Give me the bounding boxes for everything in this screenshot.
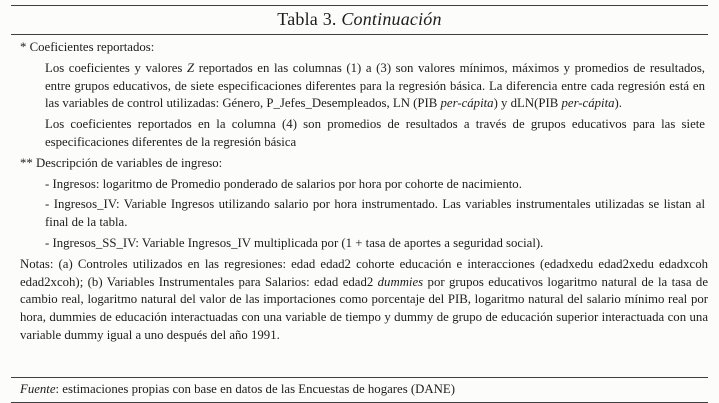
coefficients-heading: * Coeficientes reportados: (20, 40, 155, 54)
income-variable-item: - Ingresos_IV: Variable Ingresos utilizando salario por hora instrumentado. Las variables instrumentales utilizadas se listan al final de la tabla. (45, 197, 705, 230)
table-title-continuation: Continuación (341, 9, 442, 29)
notas-paragraph (20, 256, 708, 345)
flex-spacer (11, 350, 708, 377)
text-run: Notas: (a) Controles utilizados en las regresiones: edad edad2 cohorte educación e interacciones (edadxedu edad2xedu edadxcoh edad2xcoh); (b) Variables Instrumentales para Salarios: edad edad2 (20, 256, 708, 289)
text-run: por grupos educativos logaritmo natural de la tasa de cambio real, logaritmo natural del valor de las importaciones como porcentaje del PIB, logaritmo natural del salario mínimo real por hora, dummies de educación interactuadas con una variable de tiempo y dummy de grupo de educación superior interactuada con una variable dummy igual a uno después del año 1991. (20, 274, 709, 342)
income-variable-item: - Ingresos: logaritmo de Promedio ponderado de salarios por hora por cohorte de nacimiento. (45, 176, 522, 191)
text-run: reportados en las columnas (1) a (3) son valores mínimos, máximos y promedios de resultados, entre grupos educativos, de siete especificaciones diferentes para la regresión básica. La diferencia entre cada regresión está en las variables de control utilizadas: Género, P_Jefes_Desempleados, LN (PIB (45, 60, 706, 111)
top-rule (11, 5, 708, 6)
footnotes-block (11, 35, 708, 350)
text-run: ) y dLN(PIB (493, 96, 562, 111)
text-run: Los coeficientes y valores (45, 60, 187, 75)
dummies-italic: dummies (377, 274, 424, 289)
z-statistic-italic: Z (187, 60, 195, 75)
fuente-text: : estimaciones propias con base en datos de las Encuestas de hogares (DANE) (55, 382, 455, 397)
fuente-line (20, 381, 708, 399)
income-variables-heading: ** Descripción de variables de ingreso: (20, 155, 223, 170)
fuente-label: Fuente (20, 382, 56, 397)
per-capita-italic: per-cápita (440, 96, 494, 111)
table-title (11, 9, 708, 30)
coefficients-para-1 (45, 60, 705, 113)
per-capita-italic: per-cápita (561, 96, 615, 111)
text-run: ). (614, 96, 623, 111)
fuente-rule (11, 377, 708, 378)
income-variable-item: - Ingresos_SS_IV: Variable Ingresos_IV multiplicada por (1 + tasa de aportes a seguridad social). (45, 235, 544, 250)
coefficients-para-2: Los coeficientes reportados en la columna (4) son promedios de resultados a través de grupos educativos para las siete especificaciones diferentes de la regresión básica (45, 117, 705, 149)
table-title-prefix: Tabla 3. (277, 9, 342, 29)
